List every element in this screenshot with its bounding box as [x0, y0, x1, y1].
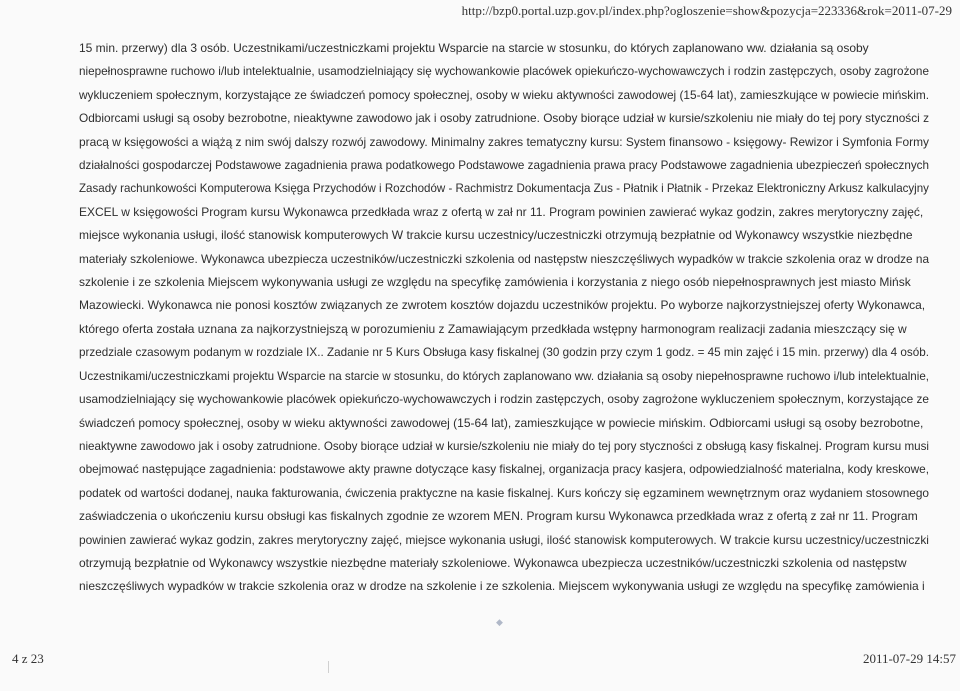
text-line	[79, 107, 929, 130]
text-line-content: wykluczeniem społecznym, korzystające ze świadczeń pomocy społecznej, osoby w wieku aktywności zawodowej (15-64 lat), zamieszkujące w powiecie mińskim.	[79, 87, 929, 102]
text-line-content: zaświadczenia o ukończeniu kursu obsługi kas fiskalnych zgodnie ze wzorem MEN. Program kursu Wykonawca przedkłada wraz z ofertą z zał nr 11. Program	[79, 509, 918, 524]
text-line	[79, 529, 929, 552]
text-line	[79, 201, 929, 224]
text-line	[79, 388, 929, 411]
text-line-content: pracą w księgowości a wiążą z nim swój dalszy rozwój zawodowy. Minimalny zakres tematyczny kursu: System finansowo - księgowy- Rewizor i Symfonia Formy	[79, 134, 930, 149]
document-body	[79, 37, 929, 599]
text-line-content: obejmować następujące zagadnienia: podstawowe akty prawne dotyczące kasy fiskalnej, organizacja pracy kasjera, odpowiedzialność materialna, kody kreskowe,	[79, 462, 930, 477]
text-line	[79, 131, 929, 154]
text-line-content: przedziale czasowym podanym w rozdziale IX.. Zadanie nr 5 Kurs Obsługa kasy fiskalnej (30 godzin przy czym 1 godz. = 45 min zajęć i 15 min. przerwy) dla 4 osób.	[79, 345, 929, 360]
text-line	[79, 318, 929, 341]
text-line	[79, 294, 929, 317]
text-line-content: Zasady rachunkowości Komputerowa Księga Przychodów i Rozchodów - Rachmistrz Dokumentacja Zus - Płatnik i Płatnik - Przekaz Elektroniczny Arkusz kalkulacyjny	[79, 181, 929, 196]
text-line-content: niepełnosprawne ruchowo i/lub intelektualnie, usamodzielniający się wychowankowie placówek opiekuńczo-wychowawczych i rodzin zastępczych, osoby zagrożone	[79, 64, 929, 79]
text-line	[79, 341, 929, 364]
text-line-content: podatek od wartości dodanej, nauka fakturowania, ćwiczenia praktyczne na kasie fiskalnej. Kurs kończy się egzaminem wewnętrznym oraz wydaniem stosownego	[79, 485, 930, 500]
text-line	[79, 552, 929, 575]
text-line-content: którego oferta została uznana za najkorzystniejszą w porozumieniu z Zamawiającym przedkłada wstępny harmonogram realizacji zadania mieszczący się w	[79, 321, 907, 336]
text-line-content: powinien zawierać wykaz godzin, zakres merytoryczny zajęć, miejsce wykonania usługi, ilość stanowisk komputerowych. W trakcie kursu uczestnicy/uczestniczki	[79, 532, 929, 547]
text-line	[79, 37, 929, 60]
text-line-content: szkolenie i ze szkolenia Miejscem wykonywania usługi ze względu na specyfikę zamówienia i korzystania z niego osób niepełnosprawnych jest miasto Mińsk	[79, 275, 911, 290]
page-url-header: http://bzp0.portal.uzp.gov.pl/index.php?ogloszenie=show&pozycja=223336&rok=2011-07-29	[461, 3, 952, 18]
text-line-content: świadczeń pomocy społecznej, osoby w wieku aktywności zawodowej (15-64 lat), zamieszkujące w powiecie mińskim. Odbiorcami usługi są osoby bezrobotne,	[79, 415, 924, 430]
text-line-content: nieaktywne zawodowo jak i osoby zatrudnione. Osoby biorące udział w kursie/szkoleniu nie miały do tej pory styczności z obsługą kasy fiskalnej. Program kursu musi	[79, 438, 930, 453]
text-line	[79, 435, 929, 458]
text-line-content: EXCEL w księgowości Program kursu Wykonawca przedkłada wraz z ofertą w zał nr 11. Program powinien zawierać wykaz godzin, zakres merytoryczny zajęć,	[79, 204, 924, 219]
text-line	[79, 575, 929, 598]
text-line	[79, 154, 929, 177]
text-line-content: usamodzielniający się wychowankowie placówek opiekuńczo-wychowawczych i rodzin zastępczych, osoby zagrożone wykluczeniem społecznym, korzystające ze	[79, 392, 929, 407]
text-line-content: materiały szkoleniowe. Wykonawca ubezpiecza uczestników/uczestniczki szkolenia od następstw nieszczęśliwych wypadków w trakcie szkolenia oraz w drodze na	[79, 251, 930, 266]
text-line-content: otrzymują bezpłatnie od Wykonawcy wszystkie niezbędne materiały szkoleniowe. Wykonawca ubezpiecza uczestników/uczestniczki szkolenia od następstw	[79, 555, 907, 570]
scan-dot-mark: ◆	[496, 618, 503, 628]
page-counter: 4 z 23	[12, 651, 44, 666]
print-datetime: 2011-07-29 14:57	[862, 651, 956, 666]
text-line-content: działalności gospodarczej Podstawowe zagadnienia prawa podatkowego Podstawowe zagadnienia prawa pracy Podstawowe zagadnienia ubezpieczeń społecznych	[79, 158, 929, 173]
text-line	[79, 248, 929, 271]
text-line-content: Odbiorcami usługi są osoby bezrobotne, nieaktywne zawodowo jak i osoby zatrudnione. Osoby biorące udział w kursie/szkoleniu nie miały do tej pory styczności z	[79, 111, 930, 126]
text-line	[79, 177, 929, 200]
text-line	[79, 365, 929, 388]
scan-tick-mark	[328, 661, 329, 673]
text-line	[79, 458, 929, 481]
text-line	[79, 60, 929, 83]
text-line	[79, 271, 929, 294]
text-line-content: Mazowiecki. Wykonawca nie ponosi kosztów związanych ze zwrotem kosztów dojazdu uczestników projektu. Po wyborze najkorzystniejszej oferty Wykonawca,	[79, 298, 926, 313]
text-line-content: 15 min. przerwy) dla 3 osób. Uczestnikami/uczestniczkami projektu Wsparcie na starcie w stosunku, do których zaplanowano ww. działania są osoby	[79, 41, 869, 55]
text-line-content: nieszczęśliwych wypadków w trakcie szkolenia oraz w drodze na szkolenie i ze szkolenia. Miejscem wykonywania usługi ze względu na specyfikę zamówienia i	[79, 579, 925, 594]
text-line-content: Uczestnikami/uczestniczkami projektu Wsparcie na starcie w stosunku, do których zaplanowano ww. działania są osoby niepełnosprawne ruchowo i/lub intelektualnie,	[79, 368, 929, 383]
text-line	[79, 224, 929, 247]
text-line	[79, 412, 929, 435]
text-line-content: miejsce wykonania usługi, ilość stanowisk komputerowych W trakcie kursu uczestnicy/uczestniczki otrzymują bezpłatnie od Wykonawcy wszystkie niezbędne	[79, 228, 913, 243]
text-line	[79, 505, 929, 528]
text-line	[79, 84, 929, 107]
text-line	[79, 482, 929, 505]
